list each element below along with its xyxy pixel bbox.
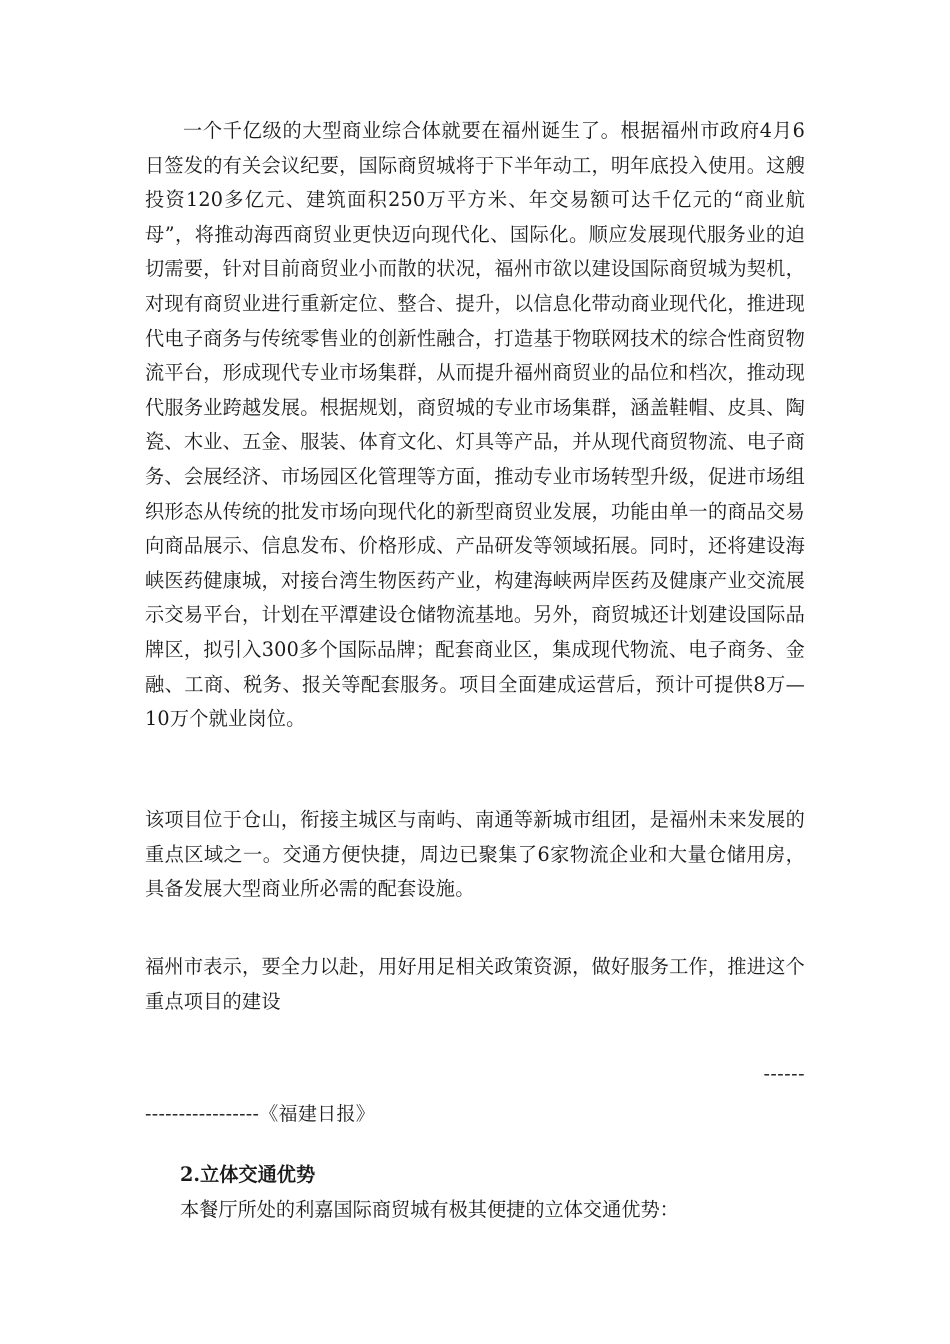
section-heading: 2.立体交通优势 <box>180 1163 316 1186</box>
article-paragraph-1: 一个千亿级的大型商业综合体就要在福州诞生了。根据福州市政府4月6日签发的有关会议纪要，国际商贸城将于下半年动工，明年底投入使用。这艘投资120多亿元、建筑面积250万平方米、年交易额可达千亿元的“商业航母”，将推动海西商贸业更快迈向现代化、国际化。顺应发展现代服务业的迫切需要，针对目前商贸业小而散的状况，福州市欲以建设国际商贸城为契机，对现有商贸业进行重新定位、整合、提升，以信息化带动商业现代化，推进现代电子商务与传统零售业的创新性融合，打造基于物联网技术的综合性商贸物流平台，形成现代专业市场集群，从而提升福州商贸业的品位和档次，推动现代服务业跨越发展。根据规划，商贸城的专业市场集群，涵盖鞋帽、皮具、陶瓷、木业、五金、服装、体育文化、灯具等产品，并从现代商贸物流、电子商务、会展经济、市场园区化管理等方面，推动专业市场转型升级，促进市场组织形态从传统的批发市场向现代化的新型商贸业发展，功能由单一的商品交易向商品展示、信息发布、价格形成、产品研发等领域拓展。同时，还将建设海峡医药健康城，对接台湾生物医药产业，构建海峡两岸医药及健康产业交流展示交易平台，计划在平潭建设仓储物流基地。另外，商贸城还计划建设国际品牌区，拟引入300多个国际品牌；配套商业区，集成现代物流、电子商务、金融、工商、税务、报关等配套服务。项目全面建成运营后，预计可提供8万—10万个就业岗位。 <box>145 119 805 731</box>
article-paragraph-3: 福州市表示，要全力以赴，用好用足相关政策资源，做好服务工作，推进这个重点项目的建设 <box>145 955 805 1013</box>
source-attribution: -----------------《福建日报》 <box>145 1103 376 1125</box>
section-body-text: 本餐厅所处的利嘉国际商贸城有极其便捷的立体交通优势： <box>180 1198 679 1221</box>
source-dash-line: ------ <box>763 1063 805 1085</box>
article-paragraph-2: 该项目位于仓山，衔接主城区与南屿、南通等新城市组团，是福州未来发展的重点区域之一。交通方便快捷，周边已聚集了6家物流企业和大量仓储用房，具备发展大型商业所必需的配套设施。 <box>145 808 805 901</box>
